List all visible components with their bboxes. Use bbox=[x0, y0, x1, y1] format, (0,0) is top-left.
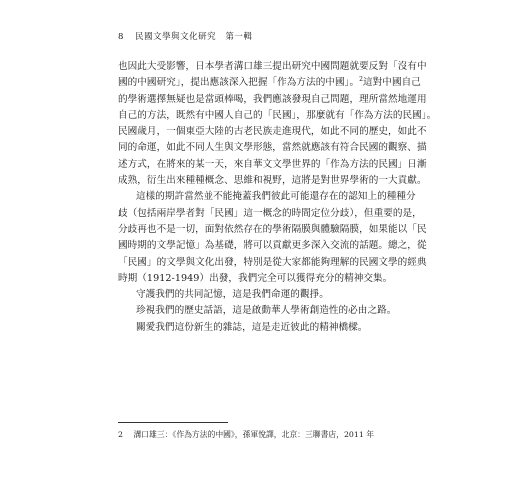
issue-label: 第一輯 bbox=[225, 32, 253, 42]
paragraph-2 bbox=[118, 189, 427, 287]
text-line: 時期（1912-1949）出發，我們完全可以獲得充分的精神交集。 bbox=[118, 272, 393, 284]
text-line: 歧（包括兩岸學者對「民國」這一概念的時間定位分歧），但重要的是， bbox=[118, 207, 422, 219]
closing-line: 守護我們的共同記憶，這是我們命運的觀掙。 bbox=[136, 289, 329, 301]
text-line: 國時期的文學記憶」為基礎，將可以貢獻更多深入交流的話題。總之，從 bbox=[118, 240, 427, 252]
text-line: 也因此大受影響，日本學者溝口雄三提出研究中國問題就要反對「沒有中 bbox=[118, 61, 427, 72]
text-line: 分歧再也不是一切，面對依然存在的學術隔膜與體驗隔膜，如果能以「民 bbox=[118, 223, 427, 235]
closing-lines bbox=[118, 287, 400, 336]
body-text bbox=[118, 59, 437, 336]
text-line: 自己的方法，既然有中國人自己的「民國」，那麼就有「作為方法的民國」。 bbox=[118, 109, 437, 121]
text-line: 述方式，在將來的某一天，來自華文文學世界的「作為方法的民國」日漸 bbox=[118, 158, 427, 170]
text-line: 的學術選擇無疑也是當頭棒喝，我們應該發現自己問題，理所當然地運用 bbox=[118, 93, 427, 105]
footnote-number: 2 bbox=[118, 430, 123, 439]
footnote-reference[interactable]: 2 bbox=[359, 76, 364, 84]
closing-line: 關愛我們這份新生的雜誌，這是走近彼此的精神橋樑。 bbox=[136, 321, 368, 333]
footnote-divider bbox=[118, 422, 228, 423]
page-number: 8 bbox=[118, 32, 124, 42]
text-segment: 這對中國自己 bbox=[363, 77, 421, 89]
journal-title: 民國文學與文化研究 bbox=[135, 32, 217, 42]
footnote bbox=[118, 429, 374, 440]
text-line bbox=[118, 75, 421, 91]
text-line: 這樣的期許當然並不能掩蓋我們彼此可能還存在的認知上的種種分 bbox=[136, 191, 416, 203]
footnote-text: 溝口雄三：《作為方法的中國》，孫軍悅譯，北京：三聯書店，2011 年 bbox=[133, 430, 375, 439]
text-line: 「民國」的文學與文化出發，特別是從大家都能夠理解的民國文學的經典 bbox=[118, 256, 427, 268]
text-line: 民國歲月，一個東亞大陸的古老民族走進現代，如此不同的歷史，如此不 bbox=[118, 126, 427, 138]
text-segment: 國的中國研究」，提出應該深入把握「作為方法的中國」。 bbox=[118, 77, 360, 89]
paragraph-1 bbox=[118, 59, 437, 189]
text-line: 同的命運，如此不同人生與文學形態，當然就應該有符合民國的觀察、描 bbox=[118, 142, 427, 154]
text-line: 成熟，衍生出來種種概念、思維和視野，這將是對世界學術的一大貢獻。 bbox=[118, 175, 427, 187]
closing-line: 珍視我們的歷史話語，這是啟動華人學術創造性的必由之路。 bbox=[136, 305, 397, 317]
running-head bbox=[118, 30, 252, 42]
